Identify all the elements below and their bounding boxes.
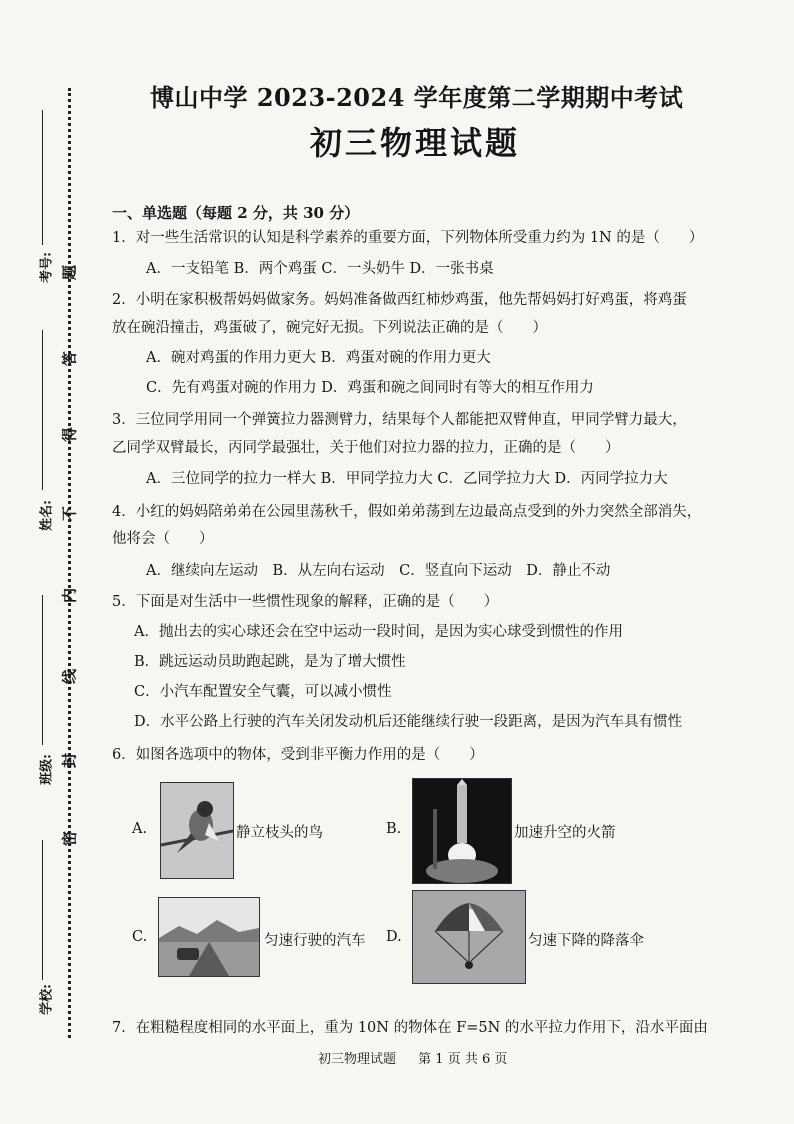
question-2-stem: 2．小明在家积极帮妈妈做家务。妈妈准备做西红柿炒鸡蛋，他先帮妈妈打好鸡蛋，将鸡蛋 bbox=[112, 292, 687, 308]
parachute-icon bbox=[412, 890, 526, 984]
option-caption: 匀速下降的降落伞 bbox=[528, 933, 644, 949]
question-4-stem: 4．小红的妈妈陪弟弟在公园里荡秋千，假如弟弟荡到左边最高点受到的外力突然全部消失， bbox=[112, 504, 702, 520]
option-letter: A. bbox=[132, 821, 148, 837]
binding-word: 线 bbox=[60, 669, 79, 685]
binding-word: 答 bbox=[60, 351, 79, 367]
binding-word: 得 bbox=[60, 427, 79, 443]
bird-on-branch-icon bbox=[160, 782, 234, 879]
page-footer bbox=[318, 1048, 525, 1067]
option-letter: D. bbox=[386, 929, 402, 945]
question-5-option-a: A．抛出去的实心球还会在空中运动一段时间，是因为实心球受到惯性的作用 bbox=[134, 624, 623, 640]
question-1-stem: 1．对一些生活常识的认知是科学素养的重要方面，下列物体所受重力约为 1N 的是（ ） bbox=[112, 230, 704, 246]
fill-line-exam-number[interactable] bbox=[42, 110, 43, 245]
question-5-option-c: C．小汽车配置安全气囊，可以减小惯性 bbox=[134, 684, 392, 700]
school-exam-title: 博山中学 2023-2024 学年度第二学期期中考试 bbox=[150, 83, 684, 112]
option-caption: 静立枝头的鸟 bbox=[236, 825, 323, 841]
footer-paper-name: 初三物理试题 bbox=[318, 1052, 397, 1067]
option-caption: 加速升空的火箭 bbox=[514, 825, 616, 841]
question-1-options: A．一支铅笔 B．两个鸡蛋 C．一头奶牛 D．一张书桌 bbox=[146, 261, 494, 277]
fill-line-class[interactable] bbox=[42, 595, 43, 745]
binding-word: 题 bbox=[60, 265, 79, 281]
option-caption: 匀速行驶的汽车 bbox=[264, 933, 366, 949]
question-5-option-d: D．水平公路上行驶的汽车关闭发动机后还能继续行驶一段距离，是因为汽车具有惯性 bbox=[134, 714, 683, 730]
binding-word: 不 bbox=[60, 506, 79, 522]
name-label: 姓名: bbox=[39, 500, 55, 531]
binding-dotted-line bbox=[68, 88, 71, 1038]
question-2-options: A．碗对鸡蛋的作用力更大 B．鸡蛋对碗的作用力更大 bbox=[146, 350, 491, 366]
paper-title: 初三物理试题 bbox=[310, 124, 521, 162]
question-3-options: A．三位同学的拉力一样大 B．甲同学拉力大 C．乙同学拉力大 D．丙同学拉力大 bbox=[146, 471, 668, 487]
school-label: 学校: bbox=[39, 984, 55, 1015]
question-6-stem: 6．如图各选项中的物体，受到非平衡力作用的是（ ） bbox=[112, 747, 484, 763]
car-on-road-icon bbox=[158, 897, 260, 977]
binding-word: 封 bbox=[60, 753, 79, 769]
question-2-stem-cont: 放在碗沿撞击，鸡蛋破了，碗完好无损。下列说法正确的是（ ） bbox=[112, 320, 547, 336]
option-letter: C. bbox=[132, 929, 148, 945]
exam-number-label: 考号: bbox=[39, 252, 55, 283]
fill-line-school[interactable] bbox=[42, 840, 43, 980]
question-2-options: C．先有鸡蛋对碗的作用力 D．鸡蛋和碗之间同时有等大的相互作用力 bbox=[146, 380, 594, 396]
section-title: 一、单选题（每题 2 分，共 30 分） bbox=[112, 204, 360, 222]
question-5-stem: 5．下面是对生活中一些惯性现象的解释，正确的是（ ） bbox=[112, 594, 499, 610]
option-letter: B. bbox=[386, 821, 402, 837]
binding-word: 密 bbox=[60, 831, 79, 847]
question-4-stem-cont: 他将会（ ） bbox=[112, 531, 214, 547]
question-5-option-b: B．跳远运动员助跑起跳，是为了增大惯性 bbox=[134, 654, 406, 670]
question-4-options: A．继续向左运动 B．从左向右运动 C．竖直向下运动 D．静止不动 bbox=[146, 563, 611, 579]
question-7-stem: 7．在粗糙程度相同的水平面上，重为 10N 的物体在 F=5N 的水平拉力作用下，沿水平面由 bbox=[112, 1020, 708, 1036]
question-3-stem-cont: 乙同学双臂最长，丙同学最强壮，关于他们对拉力器的拉力，正确的是（ ） bbox=[112, 440, 620, 456]
footer-page-number: 第 1 页 共 6 页 bbox=[418, 1052, 508, 1067]
binding-word: 内 bbox=[60, 588, 79, 604]
class-label: 班级: bbox=[39, 754, 55, 785]
question-3-stem: 3．三位同学用同一个弹簧拉力器测臂力，结果每个人都能把双臂伸直，甲同学臂力最大， bbox=[112, 412, 687, 428]
fill-line-name[interactable] bbox=[42, 330, 43, 490]
rocket-launch-icon bbox=[412, 778, 512, 884]
